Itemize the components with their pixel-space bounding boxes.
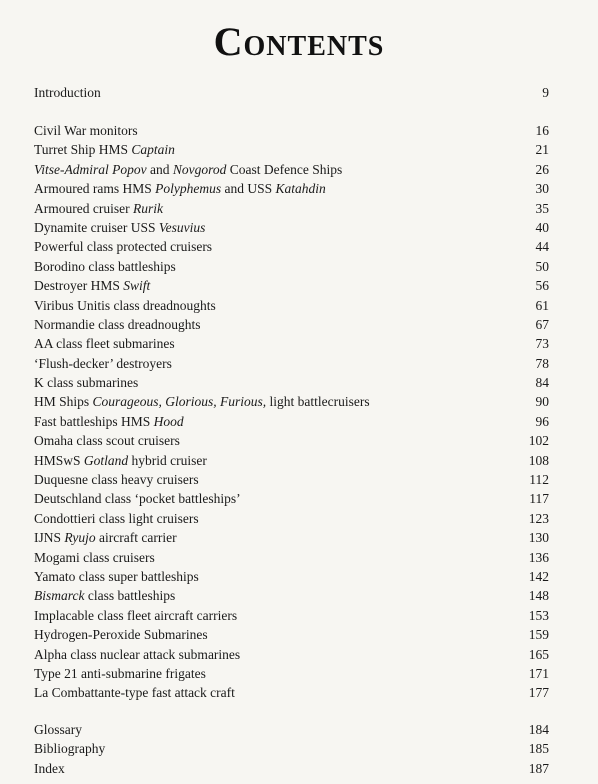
toc-entry-page: 96: [535, 413, 549, 429]
toc-entry-page: 187: [528, 760, 549, 776]
toc-entry-page: 90: [535, 394, 549, 410]
toc-entry-italic-text: Polyphemus: [155, 181, 222, 197]
toc-entry[interactable]: [34, 683, 549, 702]
toc-entry[interactable]: [34, 296, 549, 315]
toc-entry[interactable]: [34, 470, 549, 489]
toc-entry[interactable]: [34, 586, 549, 605]
toc-entry-title: [34, 509, 199, 528]
toc-entry-page: 61: [535, 297, 549, 313]
toc-entry-title: [34, 160, 342, 179]
toc-entry-text: IJNS: [34, 530, 65, 546]
toc-entry-text: Implacable class fleet aircraft carriers: [34, 607, 238, 623]
toc-entry-page: 44: [535, 239, 549, 255]
toc-entry-page: 117: [529, 491, 549, 507]
toc-entry-text: La Combattante-type fast attack craft: [34, 685, 235, 701]
toc-entry-page: 35: [535, 200, 549, 216]
toc-entry-text: Omaha class scout cruisers: [34, 433, 180, 449]
page-title: Contents: [213, 19, 385, 64]
toc-entry[interactable]: [34, 237, 549, 256]
toc-entry-text: Normandie class dreadnoughts: [34, 316, 201, 332]
toc-entry-page: 21: [535, 142, 549, 158]
toc-entry-title: [34, 548, 155, 567]
toc-entry-italic-text: Ryujo: [64, 530, 96, 546]
toc-entry-page: 171: [528, 665, 549, 681]
toc-entry-italic-text: Novgorod: [172, 161, 227, 177]
toc-entry-text: aircraft carrier: [95, 530, 177, 546]
toc-entry-title: [34, 315, 200, 334]
toc-entry-title: Introduction: [34, 85, 101, 100]
toc-entry-text: light battlecruisers: [266, 394, 370, 410]
toc-entry-text: Condottieri class light cruisers: [34, 510, 199, 526]
toc-entry[interactable]: [34, 218, 549, 237]
toc-entry[interactable]: [34, 664, 549, 683]
toc-entry-text: Armoured cruiser: [34, 200, 133, 216]
toc-entry-text: and USS: [221, 181, 276, 197]
toc-entry-title: [34, 334, 175, 353]
toc-entry[interactable]: [34, 257, 549, 276]
toc-entry-title: [34, 257, 176, 276]
toc-entry-text: Type 21 anti-submarine frigates: [34, 665, 206, 681]
toc-entry-page: 9: [542, 85, 549, 100]
toc-entry-title: [34, 296, 216, 315]
toc-entry[interactable]: [34, 179, 549, 198]
toc-entry-italic-text: Vitse-Admiral Popov: [34, 161, 147, 177]
toc-entry-title: [34, 683, 235, 702]
toc-entry-page: 102: [528, 433, 549, 449]
toc-entry-page: 16: [535, 123, 549, 138]
toc-entry-title: [34, 528, 177, 547]
toc-entry-text: and: [146, 161, 173, 177]
toc-entry-page: 130: [528, 530, 549, 546]
toc-entry-title: [34, 606, 237, 625]
toc-entry[interactable]: [34, 412, 549, 431]
toc-entry[interactable]: [34, 509, 549, 528]
toc-entry-page: 78: [535, 355, 549, 371]
toc-entry-title: [34, 470, 199, 489]
toc-entry-page: 50: [535, 258, 549, 274]
toc-entry-page: 177: [528, 685, 549, 701]
toc-entry-title: [34, 218, 205, 237]
toc-entry[interactable]: [34, 606, 549, 625]
toc-entry[interactable]: [34, 121, 549, 140]
toc-entry[interactable]: [34, 489, 549, 508]
toc-entry-page: 136: [528, 549, 549, 565]
toc-entry-title: [34, 179, 326, 198]
toc-entry-bibliography[interactable]: [34, 739, 549, 758]
toc-entry-page: 165: [528, 646, 549, 662]
toc-entry-text: K class submarines: [34, 375, 139, 391]
toc-entry[interactable]: [34, 528, 549, 547]
toc-entry-text: Armoured rams HMS: [34, 181, 156, 197]
toc-entry-title: [34, 392, 370, 411]
toc-entry-italic-text: Captain: [131, 142, 175, 158]
toc-entry-title: Index: [34, 760, 65, 776]
toc-entry-title: [34, 140, 175, 159]
toc-entry-page: 67: [535, 316, 549, 332]
toc-entry[interactable]: [34, 160, 549, 179]
toc-entry-text: Destroyer HMS: [34, 278, 124, 294]
toc-entry-page: 184: [528, 722, 549, 737]
toc-entry-text: Yamato class super battleships: [34, 568, 199, 584]
toc-entry-text: hybrid cruiser: [128, 452, 207, 468]
toc-entry-text: Powerful class protected cruisers: [34, 239, 213, 255]
toc-entry-title: [34, 199, 163, 218]
toc-entry[interactable]: [34, 625, 549, 644]
toc-entry-text: AA class fleet submarines: [34, 336, 175, 352]
toc-entry-page: 26: [535, 161, 549, 177]
toc-entry-text: Borodino class battleships: [34, 258, 176, 274]
toc-entry-italic-text: Gotland: [83, 452, 129, 468]
toc-entry-italic-text: Bismarck: [34, 588, 85, 604]
toc-entry[interactable]: [34, 315, 549, 334]
toc-entry[interactable]: [34, 567, 549, 586]
toc-entry-title: Glossary: [34, 722, 82, 737]
toc-entry-italic-text: Courageous, Glorious, Furious,: [92, 394, 267, 410]
toc-entry-title: [34, 586, 175, 605]
toc-entry-italic-text: Hood: [153, 413, 184, 429]
toc-entry[interactable]: [34, 276, 549, 295]
toc-entry-text: Turret Ship HMS: [34, 142, 132, 158]
toc-entry[interactable]: [34, 354, 549, 373]
toc-entry-text: HMSwS: [34, 452, 84, 468]
toc-entry-page: 108: [528, 452, 549, 468]
toc-entry-text: Dynamite cruiser USS: [34, 219, 159, 235]
toc-entry-glossary[interactable]: [34, 720, 549, 739]
toc-entry-title: [34, 645, 240, 664]
toc-entry-text: HM Ships: [34, 394, 93, 410]
toc-entry-title: [34, 237, 212, 256]
toc-entry-italic-text: Vesuvius: [158, 219, 206, 235]
toc-entry-text: Fast battleships HMS: [34, 413, 154, 429]
toc-entry-title: [34, 451, 207, 470]
toc-entry[interactable]: [34, 83, 549, 102]
toc-entry-title: [34, 354, 172, 373]
toc-entry-title: [34, 625, 208, 644]
toc-entry-page: 112: [529, 472, 549, 488]
toc-entry-page: 142: [528, 568, 549, 584]
toc-entry-italic-text: Swift: [123, 278, 151, 294]
toc-entry[interactable]: [34, 645, 549, 664]
toc-entry-title: [34, 489, 241, 508]
toc-entry-text: Mogami class cruisers: [34, 549, 155, 565]
toc-entry-page: 123: [528, 510, 549, 526]
toc-entry-page: 185: [528, 741, 549, 757]
toc-entry-text: class battleships: [84, 588, 176, 604]
toc-entry-title: [34, 431, 180, 450]
toc-entry-text: Coast Defence Ships: [226, 161, 343, 177]
toc-entry[interactable]: [34, 548, 549, 567]
toc-entry-title: Bibliography: [34, 741, 106, 757]
toc-entry-text: Hydrogen-Peroxide Submarines: [34, 627, 208, 643]
toc-entry-page: 153: [528, 607, 549, 623]
toc-entry-italic-text: Katahdin: [275, 181, 326, 197]
toc-entry[interactable]: [34, 451, 549, 470]
toc-back-matter: [34, 720, 549, 778]
toc-entry-page: 30: [535, 181, 549, 197]
toc-entry-text: Civil War monitors: [34, 123, 138, 138]
toc-entry[interactable]: [34, 199, 549, 218]
toc-introduction: [34, 83, 549, 102]
toc-chapter-list: [34, 121, 549, 703]
toc-entry[interactable]: [34, 431, 549, 450]
toc-entry[interactable]: [34, 140, 549, 159]
toc-entry-title: [34, 373, 138, 392]
toc-entry[interactable]: [34, 392, 549, 411]
toc-entry-title: [34, 412, 184, 431]
toc-entry[interactable]: [34, 334, 549, 353]
toc-entry-text: ‘Flush-decker’ destroyers: [34, 355, 172, 371]
toc-entry-page: 148: [528, 588, 549, 604]
toc-entry[interactable]: [34, 373, 549, 392]
toc-entry-text: Viribus Unitis class dreadnoughts: [34, 297, 216, 313]
toc-entry-page: 159: [528, 627, 549, 643]
toc-entry-title: [34, 664, 206, 683]
toc-entry-index[interactable]: [34, 759, 549, 778]
toc-entry-title: [34, 276, 150, 295]
toc-entry-text: Deutschland class ‘pocket battleships’: [34, 491, 241, 507]
toc-entry-page: 73: [535, 336, 549, 352]
toc-entry-title: [34, 121, 138, 140]
toc-entry-page: 56: [535, 278, 549, 294]
toc-entry-title: [34, 567, 199, 586]
toc-entry-page: 40: [535, 219, 549, 235]
toc-entry-page: 84: [535, 375, 549, 391]
toc-entry-text: Alpha class nuclear attack submarines: [34, 646, 241, 662]
toc-entry-text: Duquesne class heavy cruisers: [34, 472, 199, 488]
toc-entry-italic-text: Rurik: [132, 200, 163, 216]
